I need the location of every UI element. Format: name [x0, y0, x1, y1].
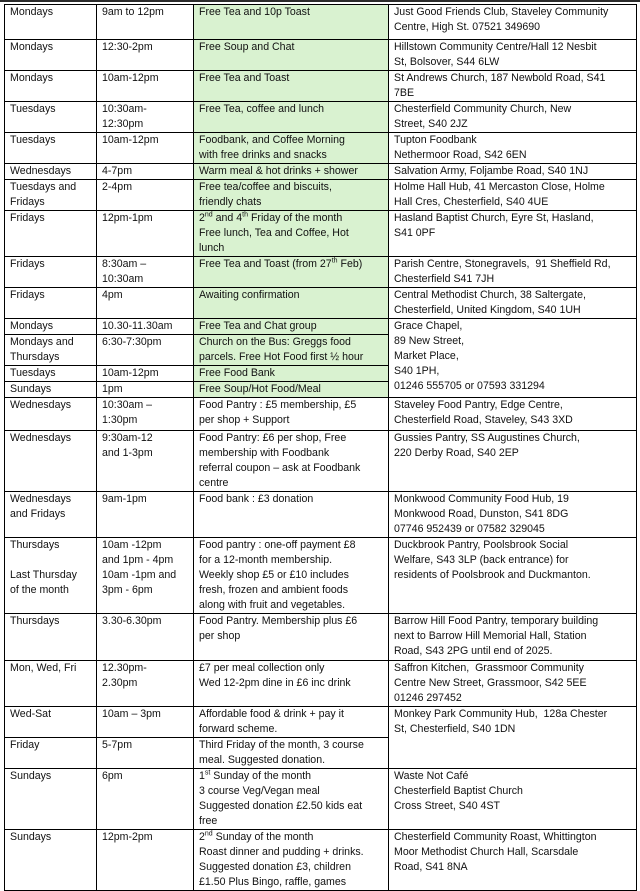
cell-text-line: 10:30am – — [102, 399, 153, 411]
location-cell — [389, 257, 637, 288]
cell-text-line: Sundays — [10, 383, 52, 395]
day-cell — [5, 164, 97, 180]
ordinal-suffix: th — [331, 257, 338, 265]
location-cell — [389, 5, 637, 40]
offer-cell — [194, 133, 389, 164]
day-cell — [5, 707, 97, 738]
cell-text-line: Hillstown Community Centre/Hall 12 Nesbit — [394, 41, 597, 53]
cell-text-line: Gussies Pantry, SS Augustines Church, — [394, 432, 580, 444]
cell-text-line: Third Friday of the month, 3 course — [199, 739, 364, 751]
offer-cell — [194, 180, 389, 211]
cell-text-line: Foodbank, and Coffee Morning — [199, 134, 345, 146]
cell-text-line: Thursdays — [10, 351, 60, 363]
cell-text-line: Wednesdays — [10, 165, 72, 177]
cell-text-line: along with fruit and vegetables. — [199, 599, 346, 611]
offer-cell — [194, 382, 389, 398]
offer-cell — [194, 335, 389, 366]
cell-text-line: 4-7pm — [102, 165, 133, 177]
location-cell — [389, 164, 637, 180]
time-cell — [97, 257, 194, 288]
offer-cell — [194, 319, 389, 335]
cell-text-line: Free Soup/Hot Food/Meal — [199, 383, 321, 395]
text-fragment: 2 — [199, 831, 205, 843]
text-fragment: Sunday of the month — [210, 770, 312, 782]
cell-text-line: Monkey Park Community Hub, 128a Chester — [394, 708, 608, 720]
time-cell — [97, 830, 194, 891]
cell-text-line: Wednesdays — [10, 399, 72, 411]
cell-text-line: per shop — [199, 630, 241, 642]
time-cell — [97, 288, 194, 319]
schedule-row — [5, 211, 637, 257]
cell-text-line: of the month — [10, 584, 69, 596]
cell-text-line: Wed-Sat — [10, 708, 52, 720]
cell-text-line: membership with Foodbank — [199, 447, 330, 459]
cell-text-line: 12:30-2pm — [102, 41, 153, 53]
cell-text-line: Free Tea and Toast — [199, 72, 290, 84]
cell-text-line: Food Pantry. Membership plus £6 — [199, 615, 358, 627]
offer-cell — [194, 164, 389, 180]
cell-text-line: 5-7pm — [102, 739, 133, 751]
cell-text-line: 10am -1pm and — [102, 569, 177, 581]
cell-text-line: Church on the Bus: Greggs food — [199, 336, 351, 348]
day-cell — [5, 257, 97, 288]
schedule-row — [5, 180, 637, 211]
location-cell — [389, 830, 637, 891]
cell-text-line: Holme Hall Hub, 41 Mercaston Close, Holme — [394, 181, 605, 193]
cell-text-line: Free Food Bank — [199, 367, 275, 379]
location-cell — [389, 40, 637, 71]
cell-text-line: for a 12-month membership. — [199, 554, 333, 566]
cell-text-line: 8:30am – — [102, 258, 147, 270]
cell-text-line: residents of Poolsbrook and Duckmanton. — [394, 569, 591, 581]
day-cell — [5, 614, 97, 661]
cell-text-line — [10, 553, 91, 568]
cell-text-line: 12.30pm- — [102, 662, 147, 674]
schedule-row — [5, 769, 637, 830]
cell-text-line: Sundays — [10, 831, 52, 843]
cell-text-line: 1:30pm — [102, 414, 138, 426]
cell-text-line: Wednesdays — [10, 493, 72, 505]
location-cell — [389, 71, 637, 102]
cell-text-line: Mondays — [10, 320, 53, 332]
time-cell — [97, 335, 194, 366]
offer-cell — [194, 707, 389, 738]
cell-text-line: Grace Chapel, — [394, 320, 463, 332]
cell-text-line: 6:30-7:30pm — [102, 336, 162, 348]
cell-text-line: Nethermoor Road, S42 6EN — [394, 149, 527, 161]
cell-text-line: 12:30pm — [102, 118, 144, 130]
schedule-row — [5, 5, 637, 40]
cell-text-line: 9:30am-12 — [102, 432, 153, 444]
offer-cell — [194, 398, 389, 431]
time-cell — [97, 366, 194, 382]
schedule-row — [5, 319, 637, 335]
cell-text-line: Monkwood Community Food Hub, 19 — [394, 493, 569, 505]
cell-text-line: Free Soup and Chat — [199, 41, 295, 53]
location-cell — [389, 288, 637, 319]
cell-text-line: 10am-12pm — [102, 134, 159, 146]
cell-text-line: Road, S41 8NA — [394, 861, 468, 873]
offer-cell — [194, 538, 389, 614]
cell-text-line: friendly chats — [199, 196, 262, 208]
cell-text-line: with free drinks and snacks — [199, 149, 327, 161]
schedule-row — [5, 398, 637, 431]
cell-text-line: Hasland Baptist Church, Eyre St, Hasland, — [394, 212, 594, 224]
cell-text-line: 10am -12pm — [102, 539, 162, 551]
cell-text-line: Market Place, — [394, 350, 459, 362]
cell-text-line: per shop + Support — [199, 414, 290, 426]
cell-text-line: 89 New Street, — [394, 335, 465, 347]
cell-text-line: forward scheme. — [199, 723, 278, 735]
schedule-row — [5, 164, 637, 180]
text-fragment: 1 — [199, 770, 205, 782]
cell-text-line: Friday — [10, 739, 40, 751]
schedule-row — [5, 102, 637, 133]
cell-text-line: 220 Derby Road, S40 2EP — [394, 447, 519, 459]
cell-text-line: parcels. Free Hot Food first ½ hour — [199, 351, 364, 363]
schedule-row — [5, 661, 637, 707]
offer-cell — [194, 288, 389, 319]
day-cell — [5, 102, 97, 133]
time-cell — [97, 431, 194, 492]
cell-text-line: 3 course Veg/Vegan meal — [199, 785, 320, 797]
offer-cell — [194, 211, 389, 257]
offer-cell — [194, 492, 389, 538]
cell-text-line: S40 1PH, — [394, 365, 440, 377]
cell-text-line: Centre, High St. 07521 349690 — [394, 21, 541, 33]
cell-text-line: 01246 297452 — [394, 692, 462, 704]
day-cell — [5, 211, 97, 257]
location-cell-grace-chapel — [389, 319, 637, 398]
cell-text-line: Central Methodist Church, 38 Saltergate, — [394, 289, 586, 301]
cell-text-line: 6pm — [102, 770, 123, 782]
top-edge-bar — [0, 0, 640, 2]
cell-text-line: 07746 952439 or 07582 329045 — [394, 523, 545, 535]
time-cell — [97, 661, 194, 707]
cell-text-line: 12pm-2pm — [102, 831, 153, 843]
cell-text-line: and 1-3pm — [102, 447, 153, 459]
cell-text-line: Fridays — [10, 289, 45, 301]
offer-cell — [194, 769, 389, 830]
offer-cell — [194, 257, 389, 288]
cell-text-line: Parish Centre, Stonegravels, 91 Sheffield Rd, — [394, 258, 611, 270]
cell-text-line: St Andrews Church, 187 Newbold Road, S41 — [394, 72, 606, 84]
cell-text-line: Suggested donation £3, children — [199, 861, 351, 873]
cell-text-line: Staveley Food Pantry, Edge Centre, — [394, 399, 563, 411]
day-cell — [5, 492, 97, 538]
cell-text-line: referral coupon – ask at Foodbank — [199, 462, 361, 474]
time-cell — [97, 102, 194, 133]
cell-text-line: 2.30pm — [102, 677, 138, 689]
cell-text-line: 9am-1pm — [102, 493, 147, 505]
cell-text-line: Salvation Army, Foljambe Road, S40 1NJ — [394, 165, 589, 177]
cell-text-line: Last Thursday — [10, 569, 77, 581]
cell-text-line: Food Pantry: £6 per shop, Free — [199, 432, 347, 444]
cell-text-line: S41 0PF — [394, 227, 436, 239]
cell-text-line: Mondays and — [10, 336, 74, 348]
cell-text-line: Free Tea and Chat group — [199, 320, 317, 332]
day-cell — [5, 769, 97, 830]
text-fragment: Friday of the month — [248, 212, 343, 224]
text-fragment: 2 — [199, 212, 205, 224]
cell-text-line: Just Good Friends Club, Staveley Community — [394, 6, 609, 18]
cell-text-line: Street, S40 2JZ — [394, 118, 468, 130]
location-cell — [389, 614, 637, 661]
cell-text-line: 10am – 3pm — [102, 708, 161, 720]
location-cell — [389, 431, 637, 492]
offer-cell — [194, 661, 389, 707]
cell-text-line: 10:30am — [102, 273, 144, 285]
cell-text-line: Thursdays — [10, 615, 60, 627]
cell-text-line: Food pantry : one-off payment £8 — [199, 539, 356, 551]
cell-text-line: Centre New Street, Grassmoor, S42 5EE — [394, 677, 587, 689]
cell-text-line: Monkwood Road, Dunston, S41 8DG — [394, 508, 569, 520]
cell-text-line: 12pm-1pm — [102, 212, 153, 224]
day-cell — [5, 288, 97, 319]
day-cell — [5, 398, 97, 431]
time-cell — [97, 707, 194, 738]
schedule-row — [5, 492, 637, 538]
time-cell — [97, 769, 194, 830]
text-fragment: and 4 — [212, 212, 243, 224]
time-cell — [97, 40, 194, 71]
cell-text-line: Mon, Wed, Fri — [10, 662, 77, 674]
cell-text-line: Free Tea and 10p Toast — [199, 6, 310, 18]
day-cell — [5, 5, 97, 40]
cell-text-line: Weekly shop £5 or £10 includes — [199, 569, 349, 581]
cell-text-line: Food bank : £3 donation — [199, 493, 314, 505]
cell-text-line — [199, 769, 383, 784]
ordinal-suffix: nd — [204, 211, 213, 219]
day-cell — [5, 830, 97, 891]
location-cell — [389, 133, 637, 164]
cell-text-line: Chesterfield Community Roast, Whittington — [394, 831, 597, 843]
cell-text-line: Suggested donation £2.50 kids eat — [199, 800, 363, 812]
cell-text-line: 10.30-11.30am — [102, 320, 173, 332]
cell-text-line: Cross Street, S40 4ST — [394, 800, 500, 812]
time-cell — [97, 180, 194, 211]
schedule-row — [5, 431, 637, 492]
day-cell — [5, 366, 97, 382]
location-cell-monkey-park — [389, 707, 637, 769]
day-cell — [5, 738, 97, 769]
cell-text-line: Moor Methodist Church Hall, Scarsdale — [394, 846, 579, 858]
cell-text-line: Barrow Hill Food Pantry, temporary building — [394, 615, 599, 627]
cell-text-line: next to Barrow Hill Memorial Hall, Station — [394, 630, 587, 642]
time-cell — [97, 133, 194, 164]
ordinal-suffix: nd — [204, 830, 213, 838]
location-cell — [389, 102, 637, 133]
cell-text-line — [199, 830, 383, 845]
cell-text-line: Free lunch, Tea and Coffee, Hot — [199, 227, 349, 239]
cell-text-line: Chesterfield, United Kingdom, S40 1UH — [394, 304, 581, 316]
location-cell — [389, 661, 637, 707]
cell-text-line: Thursdays — [10, 539, 60, 551]
cell-text-line: Chesterfield Community Church, New — [394, 103, 572, 115]
cell-text-line: Welfare, S43 3LP (back entrance) for — [394, 554, 569, 566]
cell-text-line: 10:30am- — [102, 103, 147, 115]
cell-text-line: Mondays — [10, 6, 53, 18]
cell-text-line: £1.50 Plus Bingo, raffle, games — [199, 876, 347, 888]
cell-text-line: Tuesdays — [10, 103, 56, 115]
cell-text-line: Awaiting confirmation — [199, 289, 300, 301]
day-cell — [5, 431, 97, 492]
offer-cell — [194, 431, 389, 492]
cell-text-line: St, Bolsover, S44 6LW — [394, 56, 500, 68]
cell-text-line: Roast dinner and pudding + drinks. — [199, 846, 364, 858]
cell-text-line: Fridays — [10, 212, 45, 224]
cell-text-line: 10am-12pm — [102, 72, 159, 84]
schedule-row — [5, 40, 637, 71]
text-fragment: Sunday of the month — [212, 831, 314, 843]
day-cell — [5, 382, 97, 398]
day-cell — [5, 319, 97, 335]
time-cell — [97, 319, 194, 335]
cell-text-line: Waste Not Café — [394, 770, 469, 782]
time-cell — [97, 738, 194, 769]
location-cell — [389, 492, 637, 538]
cell-text-line: 3pm - 6pm — [102, 584, 153, 596]
cell-text-line: fresh, frozen and ambient foods — [199, 584, 348, 596]
cell-text-line: Hall Cres, Chesterfield, S40 4UE — [394, 196, 549, 208]
schedule-row — [5, 133, 637, 164]
day-cell — [5, 335, 97, 366]
offer-cell — [194, 5, 389, 40]
cell-text-line: 9am to 12pm — [102, 6, 164, 18]
schedule-row — [5, 288, 637, 319]
time-cell — [97, 492, 194, 538]
schedule-row — [5, 257, 637, 288]
cell-text-line: £7 per meal collection only — [199, 662, 325, 674]
time-cell — [97, 538, 194, 614]
day-cell — [5, 133, 97, 164]
time-cell — [97, 71, 194, 102]
schedule-row — [5, 614, 637, 661]
cell-text-line: Wed 12-2pm dine in £6 inc drink — [199, 677, 351, 689]
day-cell — [5, 71, 97, 102]
cell-text-line: Chesterfield Baptist Church — [394, 785, 523, 797]
offer-cell — [194, 102, 389, 133]
cell-text-line: Chesterfield Road, Staveley, S43 3XD — [394, 414, 573, 426]
offer-cell — [194, 40, 389, 71]
offer-cell — [194, 738, 389, 769]
cell-text-line: Fridays — [10, 258, 45, 270]
cell-text-line: and Fridays — [10, 508, 66, 520]
cell-text-line: 3.30-6.30pm — [102, 615, 162, 627]
cell-text-line: Mondays — [10, 72, 53, 84]
cell-text-line: Road, S43 2PG until end of 2025. — [394, 645, 553, 657]
cell-text-line — [199, 211, 383, 226]
cell-text-line: Tupton Foodbank — [394, 134, 477, 146]
cell-text-line: 01246 555705 or 07593 331294 — [394, 380, 545, 392]
location-cell — [389, 538, 637, 614]
time-cell — [97, 382, 194, 398]
cell-text-line: Mondays — [10, 41, 53, 53]
cell-text-line: Free Tea, coffee and lunch — [199, 103, 325, 115]
cell-text-line: Food Pantry : £5 membership, £5 — [199, 399, 357, 411]
cell-text-line: lunch — [199, 242, 225, 254]
schedule-row — [5, 538, 637, 614]
cell-text-line: centre — [199, 477, 229, 489]
cell-text-line: and 1pm - 4pm — [102, 554, 174, 566]
cell-text-line: 4pm — [102, 289, 123, 301]
cell-text-line: 1pm — [102, 383, 123, 395]
cell-text-line: St, Chesterfield, S40 1DN — [394, 723, 516, 735]
location-cell — [389, 398, 637, 431]
schedule-row — [5, 71, 637, 102]
ordinal-suffix: th — [242, 211, 249, 219]
cell-text-line: Tuesdays and — [10, 181, 77, 193]
day-cell — [5, 538, 97, 614]
time-cell — [97, 164, 194, 180]
cell-text-line: Saffron Kitchen, Grassmoor Community — [394, 662, 584, 674]
food-support-schedule-table — [4, 4, 637, 891]
cell-text-line: Free tea/coffee and biscuits, — [199, 181, 332, 193]
cell-text-line: 10am-12pm — [102, 367, 159, 379]
text-fragment: Feb) — [337, 258, 363, 270]
ordinal-suffix: st — [204, 769, 211, 777]
location-cell — [389, 180, 637, 211]
time-cell — [97, 5, 194, 40]
cell-text-line: Tuesdays — [10, 134, 56, 146]
cell-text-line: free — [199, 815, 218, 827]
cell-text-line: 7BE — [394, 87, 415, 99]
text-fragment: Free Tea and Toast (from 27 — [199, 258, 332, 270]
time-cell — [97, 211, 194, 257]
location-cell — [389, 769, 637, 830]
cell-text-line: Chesterfield S41 7JH — [394, 273, 495, 285]
cell-text-line: 2-4pm — [102, 181, 133, 193]
cell-text-line: Warm meal & hot drinks + shower — [199, 165, 358, 177]
day-cell — [5, 180, 97, 211]
offer-cell — [194, 614, 389, 661]
cell-text-line: Affordable food & drink + pay it — [199, 708, 344, 720]
day-cell — [5, 40, 97, 71]
cell-text-line — [199, 257, 383, 272]
cell-text-line: Duckbrook Pantry, Poolsbrook Social — [394, 539, 569, 551]
location-cell — [389, 211, 637, 257]
offer-cell — [194, 71, 389, 102]
schedule-row — [5, 707, 637, 738]
schedule-row — [5, 830, 637, 891]
time-cell — [97, 398, 194, 431]
cell-text-line: meal. Suggested donation. — [199, 754, 326, 766]
time-cell — [97, 614, 194, 661]
cell-text-line: Wednesdays — [10, 432, 72, 444]
offer-cell — [194, 830, 389, 891]
offer-cell — [194, 366, 389, 382]
cell-text-line: Tuesdays — [10, 367, 56, 379]
cell-text-line: Sundays — [10, 770, 52, 782]
cell-text-line: Fridays — [10, 196, 45, 208]
day-cell — [5, 661, 97, 707]
